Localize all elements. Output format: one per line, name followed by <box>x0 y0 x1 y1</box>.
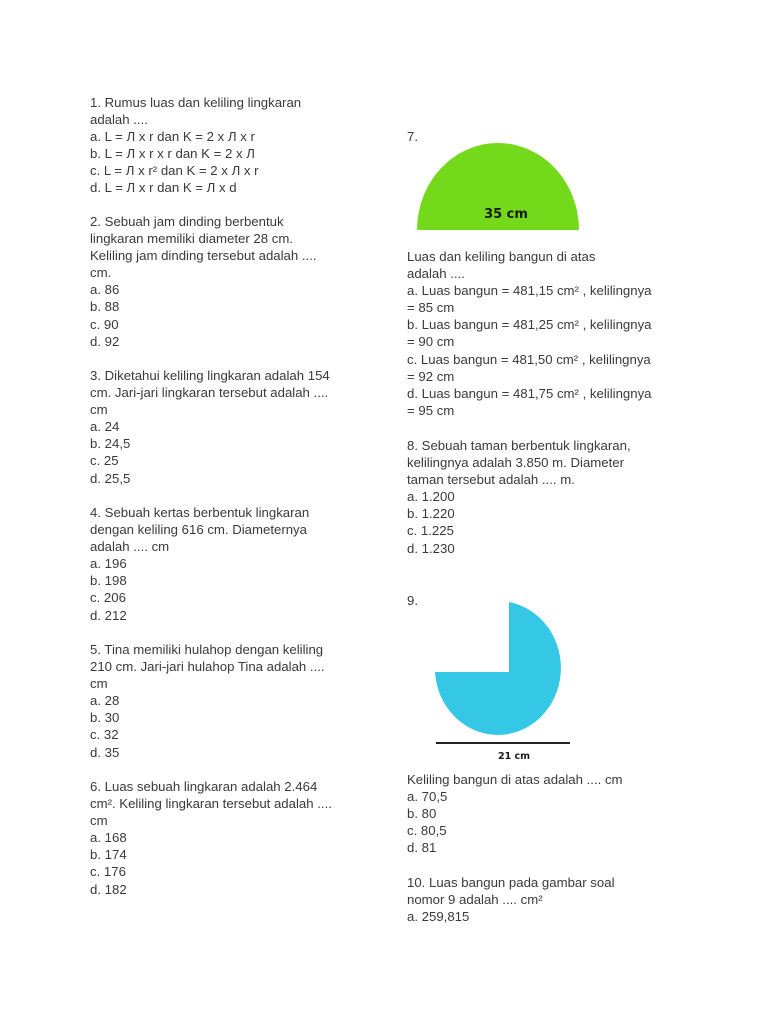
text-line: c. 25 <box>90 453 119 469</box>
question-8 <box>407 437 631 557</box>
text-line: cm. <box>90 265 112 281</box>
text-line: cm <box>90 813 108 829</box>
text-line: a. 28 <box>90 693 120 709</box>
text-line: b. 1.220 <box>407 506 455 522</box>
question-7-number: 7. <box>407 129 418 145</box>
text-line: 4. Sebuah kertas berbentuk lingkaran <box>90 505 310 520</box>
text-line: 3. Diketahui keliling lingkaran adalah 154 <box>90 368 330 383</box>
semicircle-figure <box>412 138 584 232</box>
text-line: dengan keliling 616 cm. Diameternya <box>90 522 307 538</box>
text-line: 8. Sebuah taman berbentuk lingkaran, <box>407 438 631 453</box>
text-line: d. 1.230 <box>407 540 455 556</box>
text-line: a. 259,815 <box>407 909 470 925</box>
question-9-number: 9. <box>407 593 418 609</box>
question-1 <box>90 94 301 197</box>
text-line: adalah .... <box>90 112 148 128</box>
text-line: b. 80 <box>407 806 437 822</box>
text-line: kelilingnya adalah 3.850 m. Diameter <box>407 455 624 471</box>
text-line: 6. Luas sebuah lingkaran adalah 2.464 <box>90 779 318 794</box>
text-line: c. 206 <box>90 590 126 606</box>
text-line: b. 88 <box>90 299 120 315</box>
text-line: a. 1.200 <box>407 489 455 505</box>
question-9-text <box>407 771 623 856</box>
text-line: 210 cm. Jari-jari hulahop Tina adalah .... <box>90 659 325 675</box>
text-line: c. L = Л x r² dan K = 2 x Л x r <box>90 163 259 179</box>
three-quarter-circle-label: 21 cm <box>497 751 531 762</box>
question-10 <box>407 874 615 925</box>
text-line: d. 35 <box>90 744 120 760</box>
text-line: d. 212 <box>90 607 127 623</box>
question-6 <box>90 778 332 898</box>
text-line: a. 86 <box>90 282 120 298</box>
text-line: b. L = Л x r x r dan K = 2 x Л <box>90 146 255 162</box>
text-line: a. 196 <box>90 556 127 572</box>
text-line: b. Luas bangun = 481,25 cm² , kelilingnya <box>407 317 652 333</box>
text-line: d. 182 <box>90 881 127 897</box>
text-line: cm <box>90 676 108 692</box>
text-line: Keliling bangun di atas adalah .... cm <box>407 772 623 787</box>
text-line: 10. Luas bangun pada gambar soal <box>407 875 615 890</box>
text-line: c. Luas bangun = 481,50 cm² , kelilingnya <box>407 351 651 367</box>
text-line: = 92 cm <box>407 368 455 384</box>
text-line: a. Luas bangun = 481,15 cm² , kelilingnya <box>407 283 652 299</box>
text-line: d. L = Л x r dan K = Л x d <box>90 180 237 196</box>
text-line: b. 30 <box>90 710 120 726</box>
text-line: a. 168 <box>90 830 127 846</box>
text-line: a. 24 <box>90 419 120 435</box>
text-line: taman tersebut adalah .... m. <box>407 472 575 488</box>
text-line: d. 25,5 <box>90 470 131 486</box>
text-line: adalah .... cm <box>90 539 170 555</box>
three-quarter-circle-figure <box>430 598 575 763</box>
question-5 <box>90 641 325 761</box>
text-line: Luas dan keliling bangun di atas <box>407 249 596 264</box>
text-line: b. 198 <box>90 573 127 589</box>
text-line: 2. Sebuah jam dinding berbentuk <box>90 214 284 229</box>
text-line: a. 70,5 <box>407 789 448 805</box>
text-line: d. Luas bangun = 481,75 cm² , kelilingnya <box>407 385 652 401</box>
text-line: c. 90 <box>90 316 119 332</box>
text-line: c. 1.225 <box>407 523 454 539</box>
text-line: = 85 cm <box>407 300 455 316</box>
question-7-text <box>407 248 652 419</box>
three-quarter-circle-shape <box>435 602 561 735</box>
text-line: cm. Jari-jari lingkaran tersebut adalah .... <box>90 385 329 401</box>
text-line: = 95 cm <box>407 402 455 418</box>
text-line: a. L = Л x r dan K = 2 x Л x r <box>90 129 255 145</box>
text-line: 5. Tina memiliki hulahop dengan keliling <box>90 642 324 657</box>
text-line: adalah .... <box>407 266 465 282</box>
question-3 <box>90 367 330 487</box>
text-line: c. 176 <box>90 864 126 880</box>
text-line: c. 80,5 <box>407 823 447 839</box>
question-2 <box>90 213 317 350</box>
text-line: b. 174 <box>90 847 127 863</box>
text-line: d. 81 <box>407 840 437 856</box>
question-4 <box>90 504 309 624</box>
text-line: cm <box>90 402 108 418</box>
text-line: c. 32 <box>90 727 119 743</box>
text-line: nomor 9 adalah .... cm² <box>407 892 543 908</box>
text-line: cm². Keliling lingkaran tersebut adalah .... <box>90 796 332 812</box>
text-line: d. 92 <box>90 333 120 349</box>
text-line: lingkaran memiliki diameter 28 cm. <box>90 231 294 247</box>
text-line: b. 24,5 <box>90 436 131 452</box>
text-line: Keliling jam dinding tersebut adalah .... <box>90 248 317 264</box>
text-line: = 90 cm <box>407 334 455 350</box>
semicircle-diameter-label: 35 cm <box>484 207 528 222</box>
text-line: 1. Rumus luas dan keliling lingkaran <box>90 95 302 110</box>
